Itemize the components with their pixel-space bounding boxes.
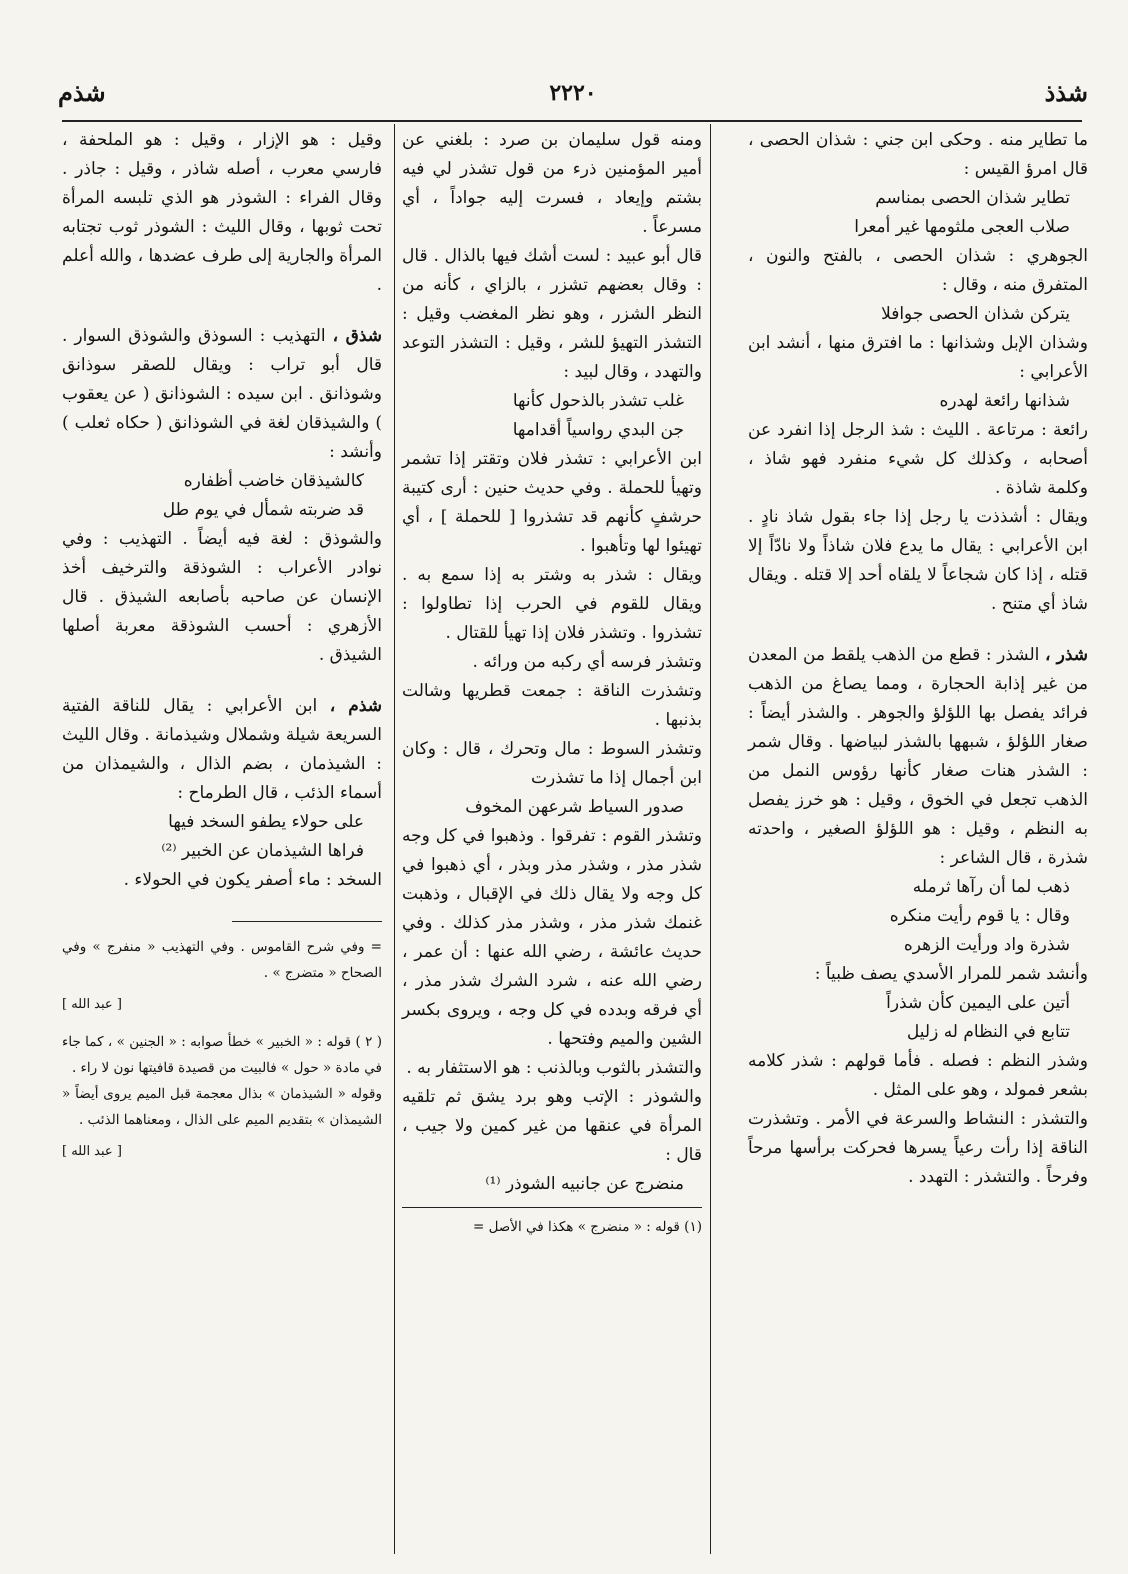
verse-line: يتركن شذان الحصى جوافلا <box>881 304 1070 324</box>
text-line: وأنشد شمر للمرار الأسدي يصف ظبياً : <box>814 964 1088 984</box>
verse-line: جن البدي رواسياً أقدامها <box>512 420 684 440</box>
text-line: وتشذر القوم : تفرقوا . وذهبوا في كل وجه شذر مذر ، وشذر مذر وبذر ، أي ذهبوا في كل وجه ولا يقال ذلك في الإقبال ، وذهبت غنمك شذر مذر ، وشذر مذر كذلك . وفي حديث عائشة ، رضي الله عنها : أن عمر ، رضي الله عنه ، شرد الشرك شذر مذر ، أي فرقه وبدده في كل وجه ، ويروى بكسر الشين والميم وفتحها . <box>402 826 702 1049</box>
text-line: الجوهري : شذان الحصى ، بالفتح والنون ، المتفرق منه ، وقال : <box>748 246 1088 295</box>
verse-line: فراها الشيذمان عن الخبير ⁽²⁾ <box>161 841 364 861</box>
text-line: والتشذر بالثوب وبالذنب : هو الاستثفار به . <box>406 1058 702 1078</box>
page-number: ٢٢٢٠ <box>549 80 597 106</box>
footnote: ( ٢ ) قوله : « الخبير » خطأ صوابه : « الجنين » ، كما جاء في مادة « حول » فالبيت من قصيدة قافيتها نون لا راء . <box>62 1034 382 1076</box>
text-line: ابن الأعرابي : يقال للناقة الفتية السريعة شيلة وشملال وشيذمانة . وقال الليث : الشيذمان ، بضم الذال ، والشيمذان من أسماء الذئب ، قال الطرماح : <box>62 696 382 803</box>
footnote: (١) قوله : « منضرج » هكذا في الأصل = <box>472 1219 702 1235</box>
text-line: التهذيب : السوذق والشوذق السوار . قال أبو تراب : ويقال للصقر سوذانق وشوذانق . ابن سيده : الشوذانق ( عن يعقوب ) والشيذقان لغة في الشوذانق ( حكاه ثعلب ) وأنشد : <box>62 326 382 462</box>
entry-headword: شذق ، <box>332 326 382 346</box>
entry-headword: شذر ، <box>1045 645 1088 665</box>
verse-line: صلاب العجى ملثومها غير أمعرا <box>854 217 1070 237</box>
text-line: وتشذر السوط : مال وتحرك ، قال : وكان ابن أجمال إذا ما تشذرت <box>402 739 702 788</box>
verse-line: قد ضربته شمأل في يوم طل <box>162 500 364 520</box>
verse-line: تتابع في النظام له زليل <box>906 1022 1070 1042</box>
text-line: ويقال : أشذذت يا رجل إذا جاء بقول شاذ نادٍ . ابن الأعرابي : يقال ما يدع فلان شاذاً ولا نادّاً إلا قتله ، إذا كان شجاعاً لا يلقاه أحد إلا قتله . ويقال شاذ أي متنح . <box>748 507 1088 614</box>
text-line: وقيل : هو الإزار ، وقيل : هو الملحفة ، فارسي معرب ، أصله شاذر ، وقيل : جاذر . وقال الفراء : الشوذر هو الذي تلبسه المرأة تحت ثوبها ، وقال الليث : الشوذر ثوب تجتابه المرأة والجارية إلى طرف عضدها ، والله أعلم . <box>62 130 382 295</box>
verse-line: أتين على اليمين كأن شذراً <box>886 993 1070 1013</box>
entry-first-paragraph <box>748 641 1088 873</box>
verse-line: وقال : يا قوم رأيت منكره <box>889 906 1070 926</box>
text-line: رائعة : مرتاعة . الليث : شذ الرجل إذا انفرد عن أصحابه ، وكذلك كل شيء منفرد فهو شاذ ، وكلمة شاذة . <box>748 420 1088 498</box>
header-right-word: شذذ <box>1044 78 1088 107</box>
entry-shadhr <box>748 641 1088 1192</box>
text-line: قال أبو عبيد : لست أشك فيها بالذال . قال : وقال بعضهم تشزر ، بالزاي ، كأنه من النظر الشزر ، وهو نظر المغضب وقيل : التشذر التهيؤ للشر ، وقيل : التشذر التوعد والتهدد ، وقال لبيد : <box>402 246 702 382</box>
verse-line: غلب تشذر بالذحول كأنها <box>512 391 684 411</box>
text-line: الشذر : قطع من الذهب يلقط من المعدن من غير إذابة الحجارة ، ومما يصاغ من الذهب فرائد يفصل بها اللؤلؤ والجوهر . والشذر أيضاً : صغار اللؤلؤ ، شبهها بالشذر لبياضها . وقال شمر : الشذر هنات صغار كأنها رؤوس النمل من الذهب تجعل في الخوق ، وقيل : هو خرز يفصل به النظم ، وقيل : هو اللؤلؤ الصغير ، واحدته شذرة ، قال الشاعر : <box>748 645 1088 868</box>
editor-note: [ عبد الله ] <box>62 997 122 1012</box>
footnote-rule <box>402 1207 702 1208</box>
text-line: والشوذر : الإتب وهو برد يشق ثم تلقيه المرأة في عنقها من غير كمين ولا جيب ، قال : <box>402 1087 702 1165</box>
text-line: وشذر النظم : فصله . فأما قولهم : شذر كلامه بشعر فمولد ، وهو على المثل . <box>748 1051 1088 1100</box>
column-divider-right <box>710 124 711 1554</box>
text-line: والشوذق : لغة فيه أيضاً . التهذيب : وفي نوادر الأعراب : الشوذقة والترخيف أخذ الإنسان عن صاحبه بأصابعه الشيذق . قال الأزهري : أحسب الشوذقة معربة أصلها الشيذق . <box>62 529 382 665</box>
column-middle <box>402 126 702 1240</box>
text-line: وشذان الإبل وشذانها : ما افترق منها ، أنشد ابن الأعرابي : <box>748 333 1088 382</box>
text-line: والتشذر : النشاط والسرعة في الأمر . وتشذرت الناقة إذا رأت رعياً يسرها فحركت برأسها مرحاً وفرحاً . والتشذر : التهدد . <box>748 1109 1088 1187</box>
text-line: ويقال : شذر به وشتر به إذا سمع به . ويقال للقوم في الحرب إذا تطاولوا : تشذروا . وتشذر فلان إذا تهيأ للقتال . <box>402 565 702 643</box>
entry-headword: شذم ، <box>329 696 382 716</box>
text-line: ما تطاير منه . وحكى ابن جني : شذان الحصى ، قال امرؤ القيس : <box>748 130 1088 179</box>
header-rule <box>62 120 1082 122</box>
text-line: ومنه قول سليمان بن صرد : بلغني عن أمير المؤمنين ذرء من قول تشذر لي فيه بشتم وإيعاد ، فسرت إليه جواداً ، أي مسرعاً . <box>402 130 702 237</box>
verse-line: منضرج عن جانبيه الشوذر ⁽¹⁾ <box>485 1174 684 1194</box>
footnote-rule <box>232 921 382 922</box>
footnote: وقوله « الشيذمان » بذال معجمة قبل الميم يروى أيضاً « الشيمذان » بتقديم الميم على الذال ، ومعناهما الذئب . <box>62 1086 382 1128</box>
verse-line: كالشيذقان خاضب أظفاره <box>183 471 364 491</box>
verse-line: تطاير شذان الحصى بمناسم <box>875 188 1070 208</box>
footnote: = وفي شرح القاموس . وفي التهذيب « منفرج » وفي الصحاح « متضرج » . <box>62 939 382 981</box>
column-divider-left <box>394 124 395 1554</box>
text-line: وتشذر فرسه أي ركبه من ورائه . <box>472 652 702 672</box>
entry-first-paragraph <box>62 692 382 808</box>
entry-shadhm <box>62 692 382 895</box>
verse-line: شذرة واد ورأيت الزهره <box>903 935 1070 955</box>
column-left <box>62 126 382 1176</box>
page-header <box>58 78 1088 118</box>
entry-first-paragraph <box>62 322 382 467</box>
editor-note: [ عبد الله ] <box>62 1144 122 1159</box>
text-line: ابن الأعرابي : تشذر فلان وتقتر إذا تشمر وتهيأ للحملة . وفي حديث حنين : أرى كتيبة حرشفٍ كأنهم قد تشذروا [ للحملة ] ، أي تهيئوا لها وتأهبوا . <box>402 449 702 556</box>
text-line: السخد : ماء أصفر يكون في الحولاء . <box>123 870 382 890</box>
verse-line: على حولاء يطفو السخد فيها <box>168 812 364 832</box>
header-left-word: شذم <box>58 78 106 107</box>
verse-line: صدور السياط شرعهن المخوف <box>465 797 684 817</box>
entry-shadhq <box>62 322 382 670</box>
entry-shadhdh-continued <box>748 126 1088 619</box>
verse-line: ذهب لما أن رآها ثرمله <box>912 877 1070 897</box>
column-right <box>748 126 1088 1192</box>
entry-shadhr-continued <box>62 126 382 300</box>
verse-line: شذانها رائعة لهدره <box>939 391 1070 411</box>
text-line: وتشذرت الناقة : جمعت قطريها وشالت بذنبها . <box>402 681 702 730</box>
